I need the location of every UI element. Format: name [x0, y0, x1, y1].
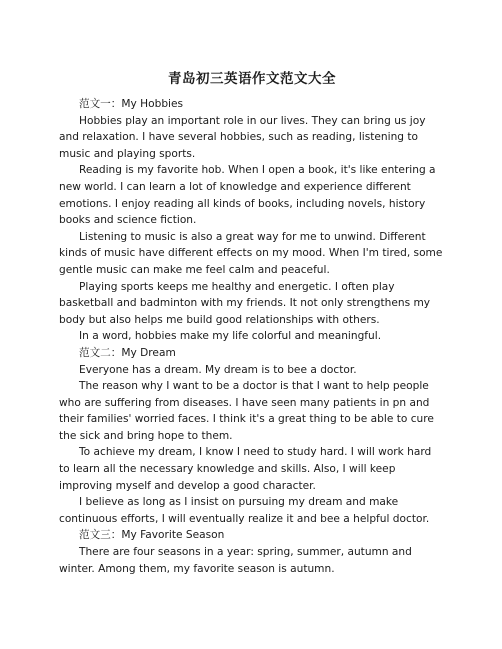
- document-title: 青岛初三英语作文范文大全: [168, 71, 336, 87]
- essay-2: [59, 345, 445, 528]
- essay-3: [59, 527, 445, 577]
- essay-1-paragraph-4: Playing sports keeps me healthy and energetic. I often play basketball and badminton with my friends. It not only strengthens my body but also helps me build good relationships with others.: [59, 280, 431, 326]
- essay-3-paragraph-1: There are four seasons in a year: spring, summer, autumn and winter. Among them, my favorite season is autumn.: [59, 546, 412, 575]
- essay-1: [59, 96, 445, 345]
- essay-2-paragraph-2: The reason why I want to be a doctor is that I want to help people who are suffering from diseases. I have seen many patients in pn and their families' worried faces. I think it's a great thing to be able to cure the sick and bring hope to them.: [59, 380, 434, 442]
- essay-2-heading: 范文二：My Dream: [79, 346, 176, 359]
- essay-1-paragraph-5: In a word, hobbies make my life colorful and meaningful.: [79, 330, 382, 343]
- essay-1-heading: 范文一：My Hobbies: [79, 98, 184, 110]
- essay-2-paragraph-3: To achieve my dream, I know I need to study hard. I will work hard to learn all the necessary knowledge and skills. Also, I will keep improving myself and develop a good character.: [59, 446, 432, 492]
- essay-1-paragraph-1: Hobbies play an important role in our lives. They can bring us joy and relaxation. I have several hobbies, such as reading, listening to music and playing sports.: [59, 114, 426, 160]
- essay-2-paragraph-4: I believe as long as I insist on pursuing my dream and make continuous efforts, I will eventually realize it and bee a helpful doctor.: [59, 496, 430, 525]
- essay-1-paragraph-2: Reading is my favorite hob. When I open a book, it's like entering a new world. I can learn a lot of knowledge and experience different emotions. I enjoy reading all kinds of books, including novels, history books and science fiction.: [59, 164, 436, 227]
- essay-1-paragraph-3: Listening to music is also a great way for me to unwind. Different kinds of music have different effects on my mood. When I'm tired, some gentle music can make me feel calm and peaceful.: [59, 230, 443, 276]
- essay-2-paragraph-1: Everyone has a dream. My dream is to bee a doctor.: [79, 363, 357, 376]
- essay-3-heading: 范文三：My Favorite Season: [79, 529, 225, 542]
